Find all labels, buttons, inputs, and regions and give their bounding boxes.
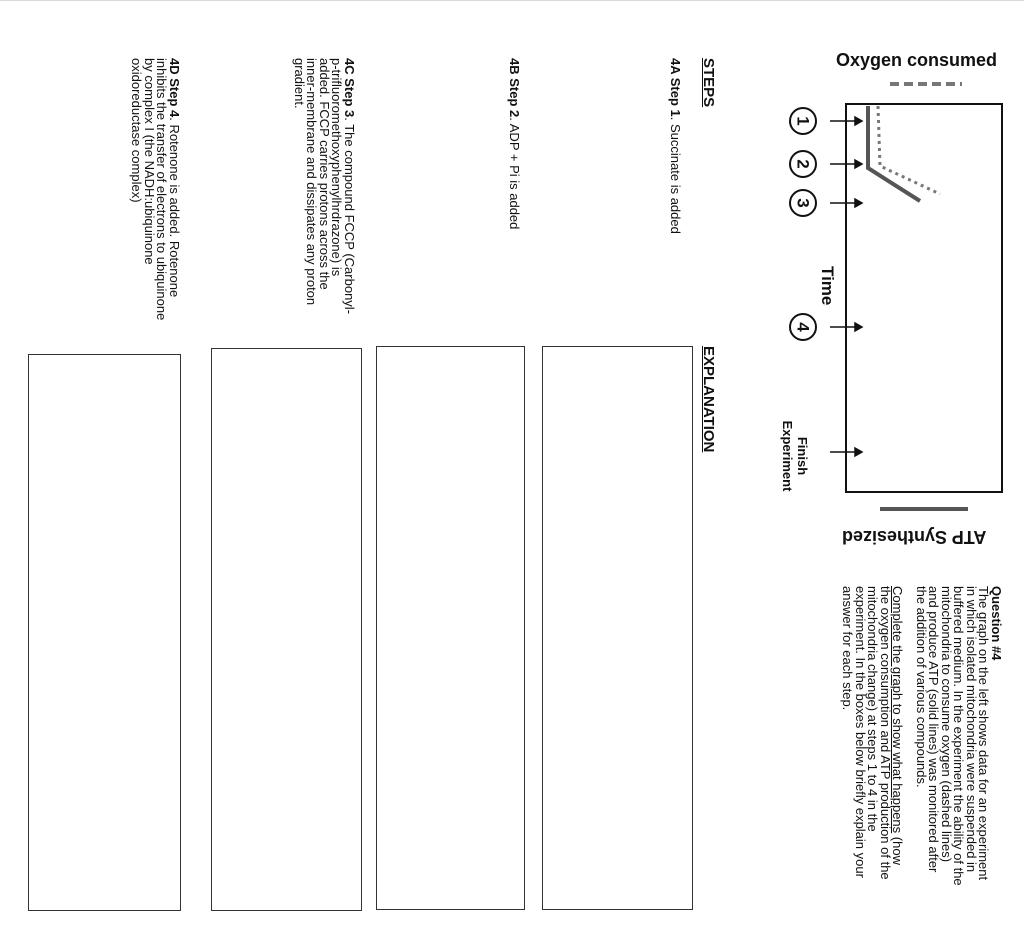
atp-synthesized-label: ATP Synthesized	[842, 527, 987, 547]
step-4c	[293, 58, 356, 318]
step-marker-1: 1	[789, 107, 817, 135]
step-4b-label: 4B Step 2	[507, 58, 522, 118]
step-4a-text: . Succinate is added	[668, 116, 683, 234]
instruction-rest: (how the oxygen consumption and ATP production of the mitochondria change) at steps 1 to 4 in the experiment. In the boxes below briefly explain your answer for each step.	[840, 586, 906, 880]
step-4d-label: 4D Step 4	[167, 58, 182, 118]
answer-box-4d[interactable]	[28, 354, 181, 911]
step-marker-3: 3	[789, 189, 817, 217]
step-4c-label: 4C Step 3	[342, 58, 357, 118]
step-4a	[669, 58, 682, 328]
question-instruction	[841, 586, 904, 886]
question-paragraph: The graph on the left shows data for an experiment in which isolated mitochondria were suspended in buffered medium. In the experiment the ability of the mitochondria to consume oxygen (dashed lines) and produce ATP (solid lines) was monitored after the addition of various compounds.	[914, 586, 992, 886]
time-axis-label: Time	[818, 266, 837, 306]
question-title: Question #4	[989, 586, 1004, 661]
step-4d-text: . Rotenone is added. Rotenone inhibits the transfer of electrons to ubiquinone by complex I (the NADH:ubiquinone oxidoreductase complex)	[129, 58, 182, 321]
finish-experiment-label: Finish Experiment	[780, 420, 810, 492]
step-4a-label: 4A Step 1	[668, 58, 683, 117]
oxygen-consumed-label: Oxygen consumed	[836, 50, 998, 70]
atp-data-line	[868, 106, 920, 201]
explanation-header: EXPLANATION	[700, 346, 717, 453]
question-block	[841, 586, 1002, 886]
step-marker-2: 2	[789, 150, 817, 178]
answer-box-4c[interactable]	[211, 348, 362, 911]
step-4c-text: . The compound FCCP (Carbonyl-p-trifluoromethoxyphenylhrdrazone) is added. FCCP carries protons across the inner-membrane and dissipates any proton gradient.	[292, 58, 357, 315]
answer-box-4b[interactable]	[376, 346, 525, 910]
step-4b-text: . ADP + Pi is added	[507, 117, 522, 230]
answer-box-4a[interactable]	[542, 346, 693, 910]
step-marker-4: 4	[789, 313, 817, 341]
step-4b	[508, 58, 521, 328]
step-4d	[130, 58, 180, 333]
steps-header: STEPS	[700, 58, 717, 108]
instruction-underlined: Complete the graph to show what happens	[890, 586, 906, 834]
